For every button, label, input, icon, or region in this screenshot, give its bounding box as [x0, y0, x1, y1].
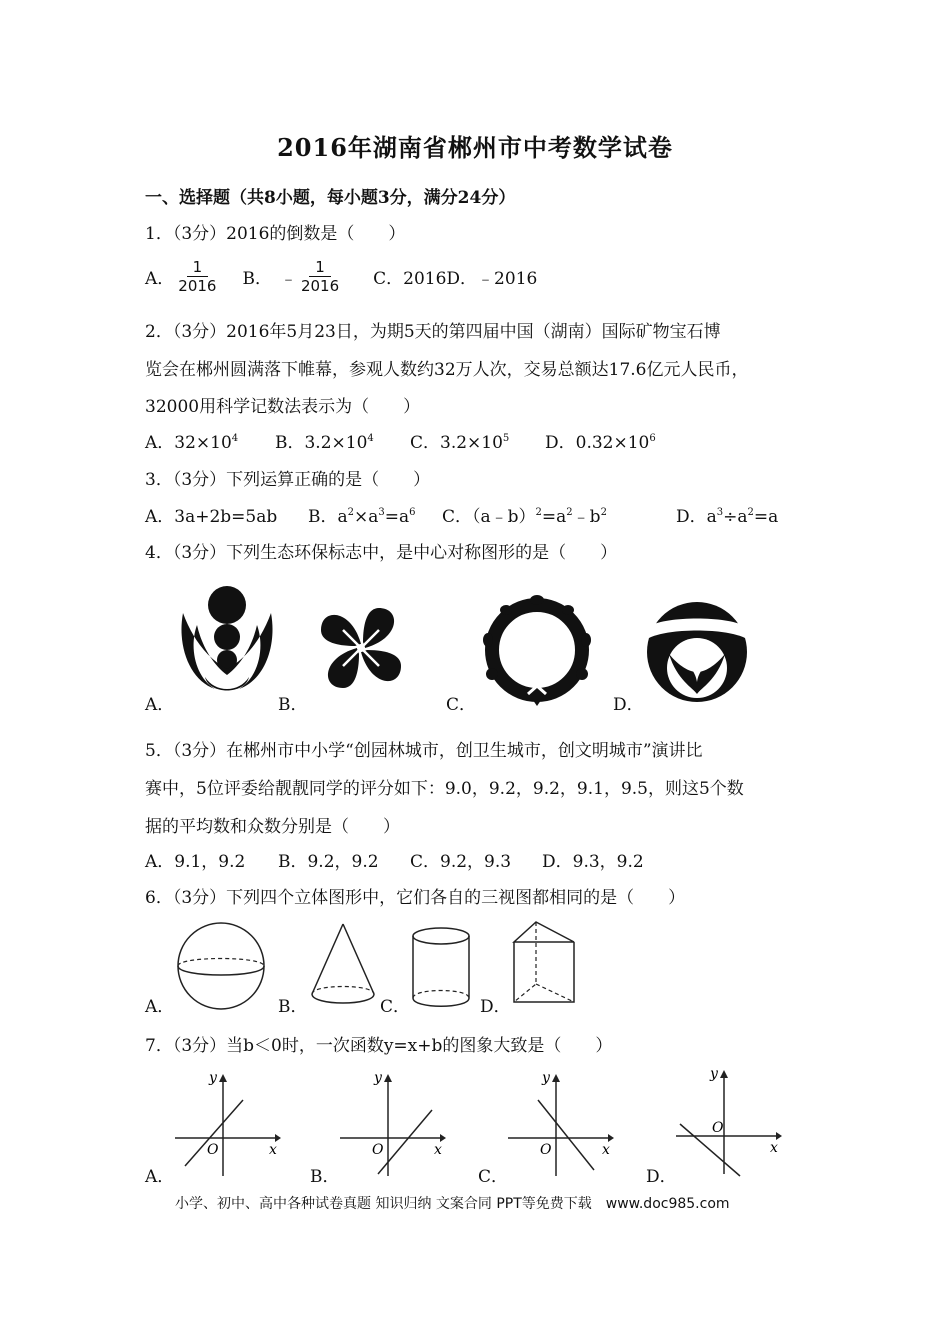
q1-options: [145, 258, 537, 295]
q7-label-a: A．: [145, 1167, 175, 1187]
fraction-numerator: 1: [187, 258, 209, 277]
q6-label-a: A．: [145, 997, 175, 1017]
q1-b-fraction: [301, 258, 339, 295]
q6-figure-c-cylinder: [410, 926, 472, 1010]
q3-option-a: A．3a+2b=5ab: [145, 507, 278, 527]
q1-a-label: A．: [145, 269, 175, 289]
q7-graph-a: [175, 1070, 285, 1180]
y-axis-label: y: [209, 1070, 217, 1086]
q4-label-c: C．: [446, 695, 477, 715]
x-axis-label: x: [269, 1142, 277, 1158]
q6-label-c: C．: [380, 997, 411, 1017]
origin-label: O: [207, 1142, 219, 1158]
q7-label-d: D．: [646, 1167, 677, 1187]
y-axis-label: y: [542, 1070, 550, 1086]
fraction-numerator: 1: [309, 258, 331, 277]
q2-line-2: 览会在郴州圆满落下帷幕，参观人数约32万人次，交易总额达17.6亿元人民币，: [145, 360, 749, 380]
q6-figure-b-cone: [308, 922, 378, 1006]
q4-label-b: B．: [278, 695, 308, 715]
q2-option-c: C．$3.2\times 10^5$: [410, 433, 510, 453]
page-title: 2016年湖南省郴州市中考数学试卷: [277, 133, 673, 162]
page-footer: 小学、初中、高中各种试卷真题 知识归纳 文案合同 PPT等免费下载 www.doc985.com: [175, 1196, 730, 1212]
q4-figure-a-lotus-logo: [175, 585, 275, 707]
q7-graph-c: [508, 1070, 618, 1180]
q1-cd-options: C．2016D．﹣2016: [373, 269, 538, 289]
q1-b-sign: ﹣: [279, 269, 297, 289]
q7-graph-d-line: [680, 1124, 740, 1176]
q5-line-2: 赛中，5位评委给靓靓同学的评分如下：9.0，9.2，9.2，9.1，9.5，则这5个数: [145, 779, 744, 799]
q2-option-d: D．$0.32\times 10^6$: [545, 433, 656, 453]
q2-option-b: B．$3.2\times 10^4$: [275, 433, 374, 453]
q6-label-b: B．: [278, 997, 308, 1017]
q7-graph-b-line: [378, 1110, 432, 1174]
q5-option-a: A．9.1，9.2: [145, 852, 246, 872]
q7-label-b: B．: [310, 1167, 340, 1187]
origin-label: O: [372, 1142, 384, 1158]
q5-option-c: C．9.2，9.3: [410, 852, 512, 872]
q5-line-3: 据的平均数和众数分别是（ ）: [145, 817, 400, 837]
q6-figure-a-sphere: [175, 920, 267, 1012]
q7-graph-c-line: [538, 1100, 594, 1170]
q7-stem: 7．（3分）当b＜0时，一次函数y=x+b的图象大致是（ ）: [145, 1036, 613, 1056]
q2-line-1: 2．（3分）2016年5月23日，为期5天的第四届中国（湖南）国际矿物宝石博: [145, 322, 721, 342]
origin-label: O: [540, 1142, 552, 1158]
q1-stem: 1．（3分）2016的倒数是（ ）: [145, 224, 406, 244]
q3-stem: 3．（3分）下列运算正确的是（ ）: [145, 470, 431, 490]
q4-label-d: D．: [613, 695, 644, 715]
y-axis-label: y: [710, 1066, 718, 1082]
x-axis-label: x: [770, 1140, 778, 1156]
q4-label-a: A．: [145, 695, 175, 715]
q3-option-d: D．$a^3\div a^2=a$: [676, 507, 779, 527]
q5-line-1: 5．（3分）在郴州市中小学“创园林城市，创卫生城市，创文明城市”演讲比: [145, 741, 703, 761]
section-heading: 一、选择题（共8小题，每小题3分，满分24分）: [145, 188, 516, 208]
q4-figure-b-clover-logo: [310, 590, 412, 706]
q7-label-c: C．: [478, 1167, 509, 1187]
q6-stem: 6．（3分）下列四个立体图形中，它们各自的三视图都相同的是（ ）: [145, 888, 686, 908]
fraction-denominator: 2016: [178, 277, 217, 295]
fraction-denominator: 2016: [300, 277, 340, 295]
q6-figure-d-triangular-prism: [510, 920, 578, 1006]
q7-graph-b: [340, 1070, 450, 1180]
q1-a-fraction: [178, 258, 216, 295]
q4-stem: 4．（3分）下列生态环保标志中，是中心对称图形的是（ ）: [145, 543, 618, 563]
q3-option-b: B．$a^2\times a^3=a^6$: [308, 507, 416, 527]
q5-option-b: B．9.2，9.2: [278, 852, 379, 872]
q2-option-a: A．$32\times 10^4$: [145, 433, 239, 453]
x-axis-label: x: [434, 1142, 442, 1158]
q5-option-d: D．9.3，9.2: [542, 852, 644, 872]
q2-line-3: 32000用科学记数法表示为（ ）: [145, 397, 421, 417]
q4-figure-d-circle-emblem: [645, 598, 749, 706]
origin-label: O: [712, 1120, 724, 1136]
x-axis-label: x: [602, 1142, 610, 1158]
q4-figure-c-wreath-logo: [478, 590, 596, 708]
q7-graph-d: [676, 1064, 786, 1180]
y-axis-label: y: [374, 1070, 382, 1086]
q3-option-c: C．$(a﹣b)^2=a^2﹣b^2$: [442, 507, 607, 527]
q6-label-d: D．: [480, 997, 511, 1017]
q1-b-label: B．: [242, 269, 272, 289]
